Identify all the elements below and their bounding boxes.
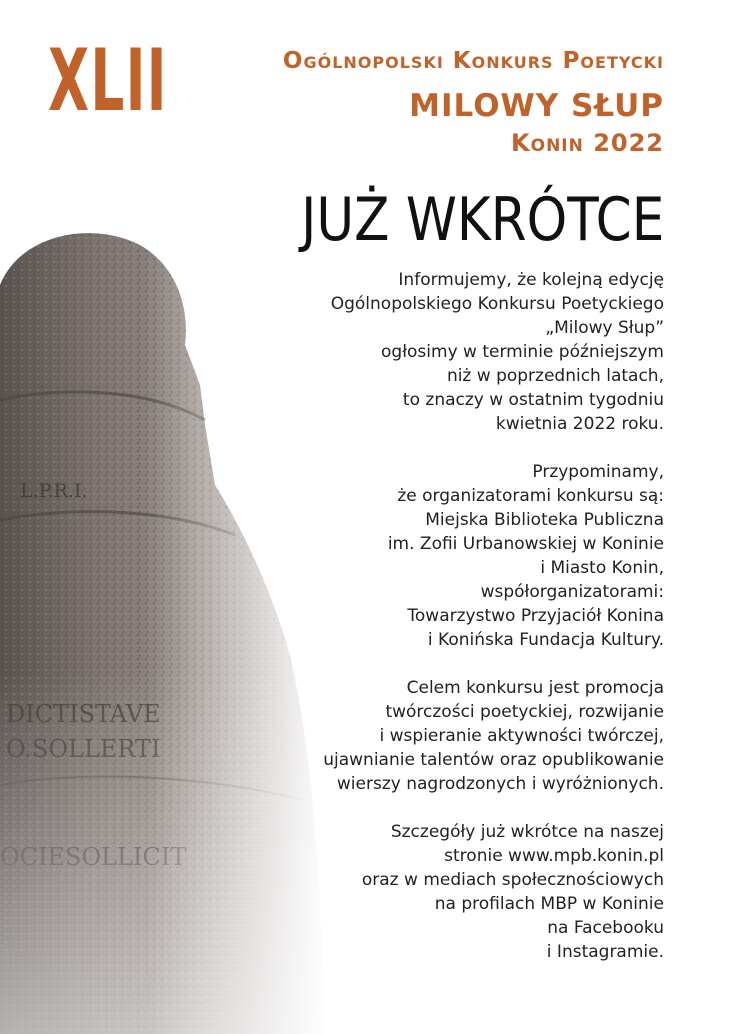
text-line: ogłosimy w terminie późniejszym (381, 342, 664, 362)
text-line: współorganizatorami: (480, 582, 664, 602)
text-line: na Facebooku (547, 918, 664, 938)
text-line: niż w poprzednich latach, (446, 366, 664, 386)
text-line: wierszy nagrodzonych i wyróżnionych. (336, 774, 664, 794)
text-line: Informujemy, że kolejną edycję (398, 270, 664, 290)
edition-number: XLII (48, 31, 168, 131)
paragraph-details (244, 820, 664, 964)
text-line: Towarzystwo Przyjaciół Konina (407, 606, 664, 626)
contest-name: MILOWY SŁUP (409, 88, 664, 124)
text-line: kwietnia 2022 roku. (495, 414, 664, 434)
text-line: i Miasto Konin, (540, 558, 664, 578)
headline: JUŻ WKRÓTCE (300, 185, 664, 255)
text-line: i Konińska Fundacja Kultury. (427, 630, 664, 650)
announcement-text (244, 268, 664, 988)
text-line: „Milowy Słup” (545, 318, 664, 338)
text-line: im. Zofii Urbanowskiej w Koninie (387, 534, 664, 554)
paragraph-intro (244, 268, 664, 436)
text-line: ujawnianie talentów oraz opublikowanie (323, 750, 664, 770)
text-line: że organizatorami konkursu są: (397, 486, 664, 506)
text-line: twórczości poetyckiej, rozwijanie (385, 702, 664, 722)
text-line: Przypominamy, (532, 462, 664, 482)
text-line: to znaczy w ostatnim tygodniu (402, 390, 664, 410)
text-line: oraz w mediach społecznościowych (361, 870, 664, 890)
text-line: na profilach MBP w Koninie (434, 894, 664, 914)
text-line: Ogólnopolskiego Konkursu Poetyckiego (330, 294, 664, 314)
text-line: Szczegóły już wkrótce na naszej (390, 822, 664, 842)
text-line: i Instagramie. (546, 942, 664, 962)
paragraph-organizers (244, 460, 664, 652)
text-line: stronie www.mpb.konin.pl (444, 846, 664, 866)
paragraph-goal (244, 676, 664, 796)
text-line: i wspieranie aktywności twórczej, (379, 726, 664, 746)
contest-title: Ogólnopolski Konkurs Poetycki (282, 48, 664, 74)
text-line: Miejska Biblioteka Publiczna (425, 510, 664, 530)
text-line: Celem konkursu jest promocja (406, 678, 664, 698)
city-year: Konin 2022 (511, 129, 664, 157)
